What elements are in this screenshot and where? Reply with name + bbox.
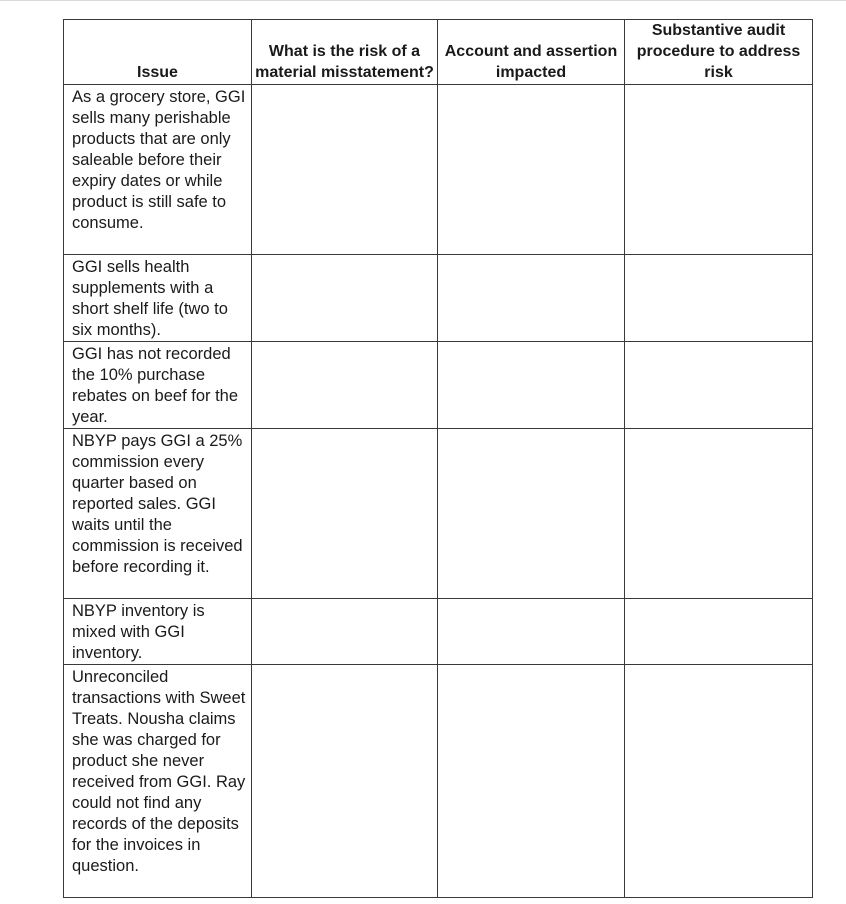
account-assertion-cell[interactable]	[438, 429, 625, 599]
procedure-cell[interactable]	[625, 665, 813, 898]
risk-cell[interactable]	[252, 665, 438, 898]
audit-risk-table	[63, 19, 813, 898]
table-row	[64, 255, 813, 342]
header-risk: What is the risk of a material misstatement?	[252, 20, 438, 85]
table-row	[64, 429, 813, 599]
procedure-cell[interactable]	[625, 429, 813, 599]
table-row	[64, 665, 813, 898]
procedure-cell[interactable]	[625, 255, 813, 342]
risk-cell[interactable]	[252, 599, 438, 665]
issue-cell: NBYP inventory is mixed with GGI inventory.	[64, 599, 252, 665]
issue-cell: Unreconciled transactions with Sweet Treats. Nousha claims she was charged for product she never received from GGI. Ray could not find any records of the deposits for the invoices in question.	[64, 665, 252, 898]
issue-cell: As a grocery store, GGI sells many perishable products that are only saleable before their expiry dates or while product is still safe to consume.	[64, 85, 252, 255]
account-assertion-cell[interactable]	[438, 85, 625, 255]
account-assertion-cell[interactable]	[438, 342, 625, 429]
issue-cell: GGI has not recorded the 10% purchase rebates on beef for the year.	[64, 342, 252, 429]
risk-cell[interactable]	[252, 342, 438, 429]
risk-cell[interactable]	[252, 255, 438, 342]
table-row	[64, 342, 813, 429]
risk-cell[interactable]	[252, 429, 438, 599]
table-row	[64, 599, 813, 665]
header-issue: Issue	[64, 20, 252, 85]
account-assertion-cell[interactable]	[438, 255, 625, 342]
account-assertion-cell[interactable]	[438, 665, 625, 898]
procedure-cell[interactable]	[625, 342, 813, 429]
header-substantive-procedure: Substantive audit procedure to address risk	[625, 20, 813, 85]
account-assertion-cell[interactable]	[438, 599, 625, 665]
header-row	[64, 20, 813, 85]
header-account-assertion: Account and assertion impacted	[438, 20, 625, 85]
procedure-cell[interactable]	[625, 599, 813, 665]
procedure-cell[interactable]	[625, 85, 813, 255]
issue-cell: NBYP pays GGI a 25% commission every quarter based on reported sales. GGI waits until the commission is received before recording it.	[64, 429, 252, 599]
top-divider	[0, 0, 846, 1]
risk-cell[interactable]	[252, 85, 438, 255]
table-row	[64, 85, 813, 255]
issue-cell: GGI sells health supplements with a short shelf life (two to six months).	[64, 255, 252, 342]
